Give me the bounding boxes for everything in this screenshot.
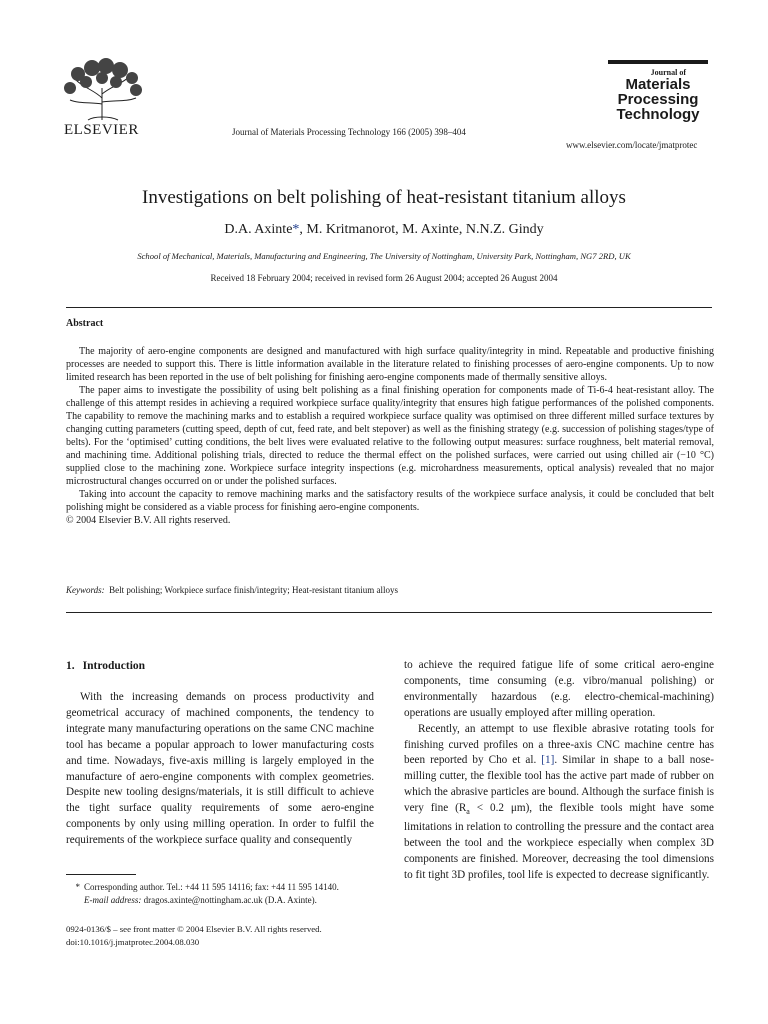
footnote-star: * [75, 882, 80, 892]
journal-citation: Journal of Materials Processing Technology 166 (2005) 398–404 [232, 127, 466, 137]
abstract-body [66, 345, 714, 527]
column-right [404, 658, 714, 884]
elsevier-tree-logo [58, 58, 146, 130]
affiliation: School of Mechanical, Materials, Manufacturing and Engineering, The University of Nottingham, University Park, Nottingham, NG7 2RD, UK [137, 251, 631, 261]
abstract-heading: Abstract [66, 318, 104, 329]
divider-bottom [66, 612, 712, 613]
issn-line: 0924-0136/$ – see front matter © 2004 Elsevier B.V. All rights reserved. [66, 924, 322, 934]
article-title: Investigations on belt polishing of heat-resistant titanium alloys [142, 187, 626, 208]
article-dates: Received 18 February 2004; received in revised form 26 August 2004; accepted 26 August 2004 [210, 273, 558, 283]
email-label: E-mail address: [84, 894, 142, 905]
doi-line[interactable]: doi:10.1016/j.jmatprotec.2004.08.030 [66, 936, 200, 947]
corresponding-author-link[interactable]: * [292, 222, 300, 237]
divider-top [66, 307, 712, 308]
abstract-paragraph-3: Taking into account the capacity to remove machining marks and the satisfactory results of the workpiece surface analysis, it could be concluded that belt polishing might be considered as a viable process for finishing aero-engine components. [66, 489, 714, 513]
keywords-label: Keywords: [66, 585, 105, 595]
section-heading-introduction [66, 660, 153, 672]
intro-paragraph-2 [404, 722, 714, 884]
intro-paragraph-1: With the increasing demands on process productivity and geometrical accuracy of machined components, the tendency to integrate many manufacturing operations on the same CNC machine tool has became a popular approach to lower manufacturing costs and time. Nowadays, five-axis milling is largely employed in the manufacture of aero-engine components with complex geometries. Despite new tooling designs/materials, it is still difficult to achieve the tight surface quality requirements of some aero-engine components by only using milling operation. In order to fulfil the requirements of the workpiece surface quality and consequently [66, 691, 374, 847]
bottom-metadata [66, 923, 322, 948]
intro-paragraph-continued: to achieve the required fatigue life of some critical aero-engine components, time consuming (e.g. vibro/manual polishing) or environmentally hazardous (e.g. electro-chemical-machining) operations are usually employed after milling operation. [404, 659, 714, 719]
footnote-rule [66, 874, 136, 875]
reference-link-1[interactable]: [1] [541, 754, 555, 767]
abstract-paragraph-1: The majority of aero-engine components are designed and manufactured with high surface quality/integrity in mind. Repeatable and productive finishing processes are needed to support this. There is little information available in the literature related to finishing processes of aero-engine components. Up to now limited research has been reported in the use of belt polishing for finishing aero-engine components made of thermally sensitive alloys. [66, 346, 714, 383]
ra-subscript: a [466, 807, 470, 817]
author-list [0, 222, 768, 238]
section-number: 1. [66, 660, 75, 672]
author-others: , M. Kritmanorot, M. Axinte, N.N.Z. Gindy [299, 222, 544, 237]
section-title: Introduction [82, 660, 146, 672]
intro-p2-part-b: . Similar in shape to a ball nose-milling cutter, the flexible tool has the active part made of rubber on which the abrasive particles are bound. Although the surface finish is very fine (R [404, 754, 715, 815]
brand-name-line-3: Technology [616, 106, 700, 123]
publisher-name: ELSEVIER [64, 122, 139, 138]
footnote [66, 881, 376, 906]
brand-prefix: Journal of [650, 68, 686, 77]
brand-name-line-2: Processing [617, 91, 699, 108]
journal-brand [608, 60, 708, 134]
keywords-text: Belt polishing; Workpiece surface finish/integrity; Heat-resistant titanium alloys [109, 585, 398, 595]
email-address-link[interactable]: dragos.axinte@nottingham.ac.uk (D.A. Axinte). [143, 894, 317, 905]
abstract-copyright: © 2004 Elsevier B.V. All rights reserved. [66, 515, 231, 526]
intro-p2-part-a: Recently, an attempt to use flexible abrasive rotating tools for finishing curved profiles on a three-axis CNC machine centre has been reported by Cho et al. [404, 722, 714, 767]
brand-name-line-1: Materials [625, 76, 691, 93]
abstract-paragraph-2: The paper aims to investigate the possibility of using belt polishing as a final finishing operation for components made of Ti-6-4 heat-resistant alloy. The challenge of this attempt resides in achieving a required workpiece surface quality/integrity that ensures high fatigue performances of the polished components. The capability to remove the machining marks and to establish a required workpiece surface quality was optimised on three different milled surface textures by changing cutting parameters (cutting speed, depth of cut, feed rate, and belt stepover) as well as the finishing strategy (e.g. succession of polishing stages/type of belts). For the ‘optimised’ cutting conditions, the belt lives were evaluated relative to the following output measures: surface roughness, belt material removal, and machining time. Additional polishing trials, directed to reduce the thermal effect on the polished surfaces, were carried out using chilled air (−10 °C) supplied close to the machining zone. Workpiece surface integrity inspections (e.g. microhardness measurements, optical analysis) revealed that no major microstructural changes occurred on or under the polished surfaces. [66, 385, 714, 487]
journal-website-link[interactable]: www.elsevier.com/locate/jmatprotec [566, 140, 698, 150]
column-left [66, 690, 374, 849]
intro-p2-part-c: < 0.2 μm), the flexible tools might have some limitations in relation to controlling the pressure and the contact area between the tool and the workpiece especially when complex 3D components are finished. Moreover, decreasing the tool dimensions to fit tight 3D profiles, tool life is expected to decrease significantly. [404, 802, 714, 882]
author-first: D.A. Axinte [224, 222, 293, 237]
keywords [66, 585, 398, 595]
footnote-corresponding: Corresponding author. Tel.: +44 11 595 14116; fax: +44 11 595 14140. [84, 882, 339, 892]
